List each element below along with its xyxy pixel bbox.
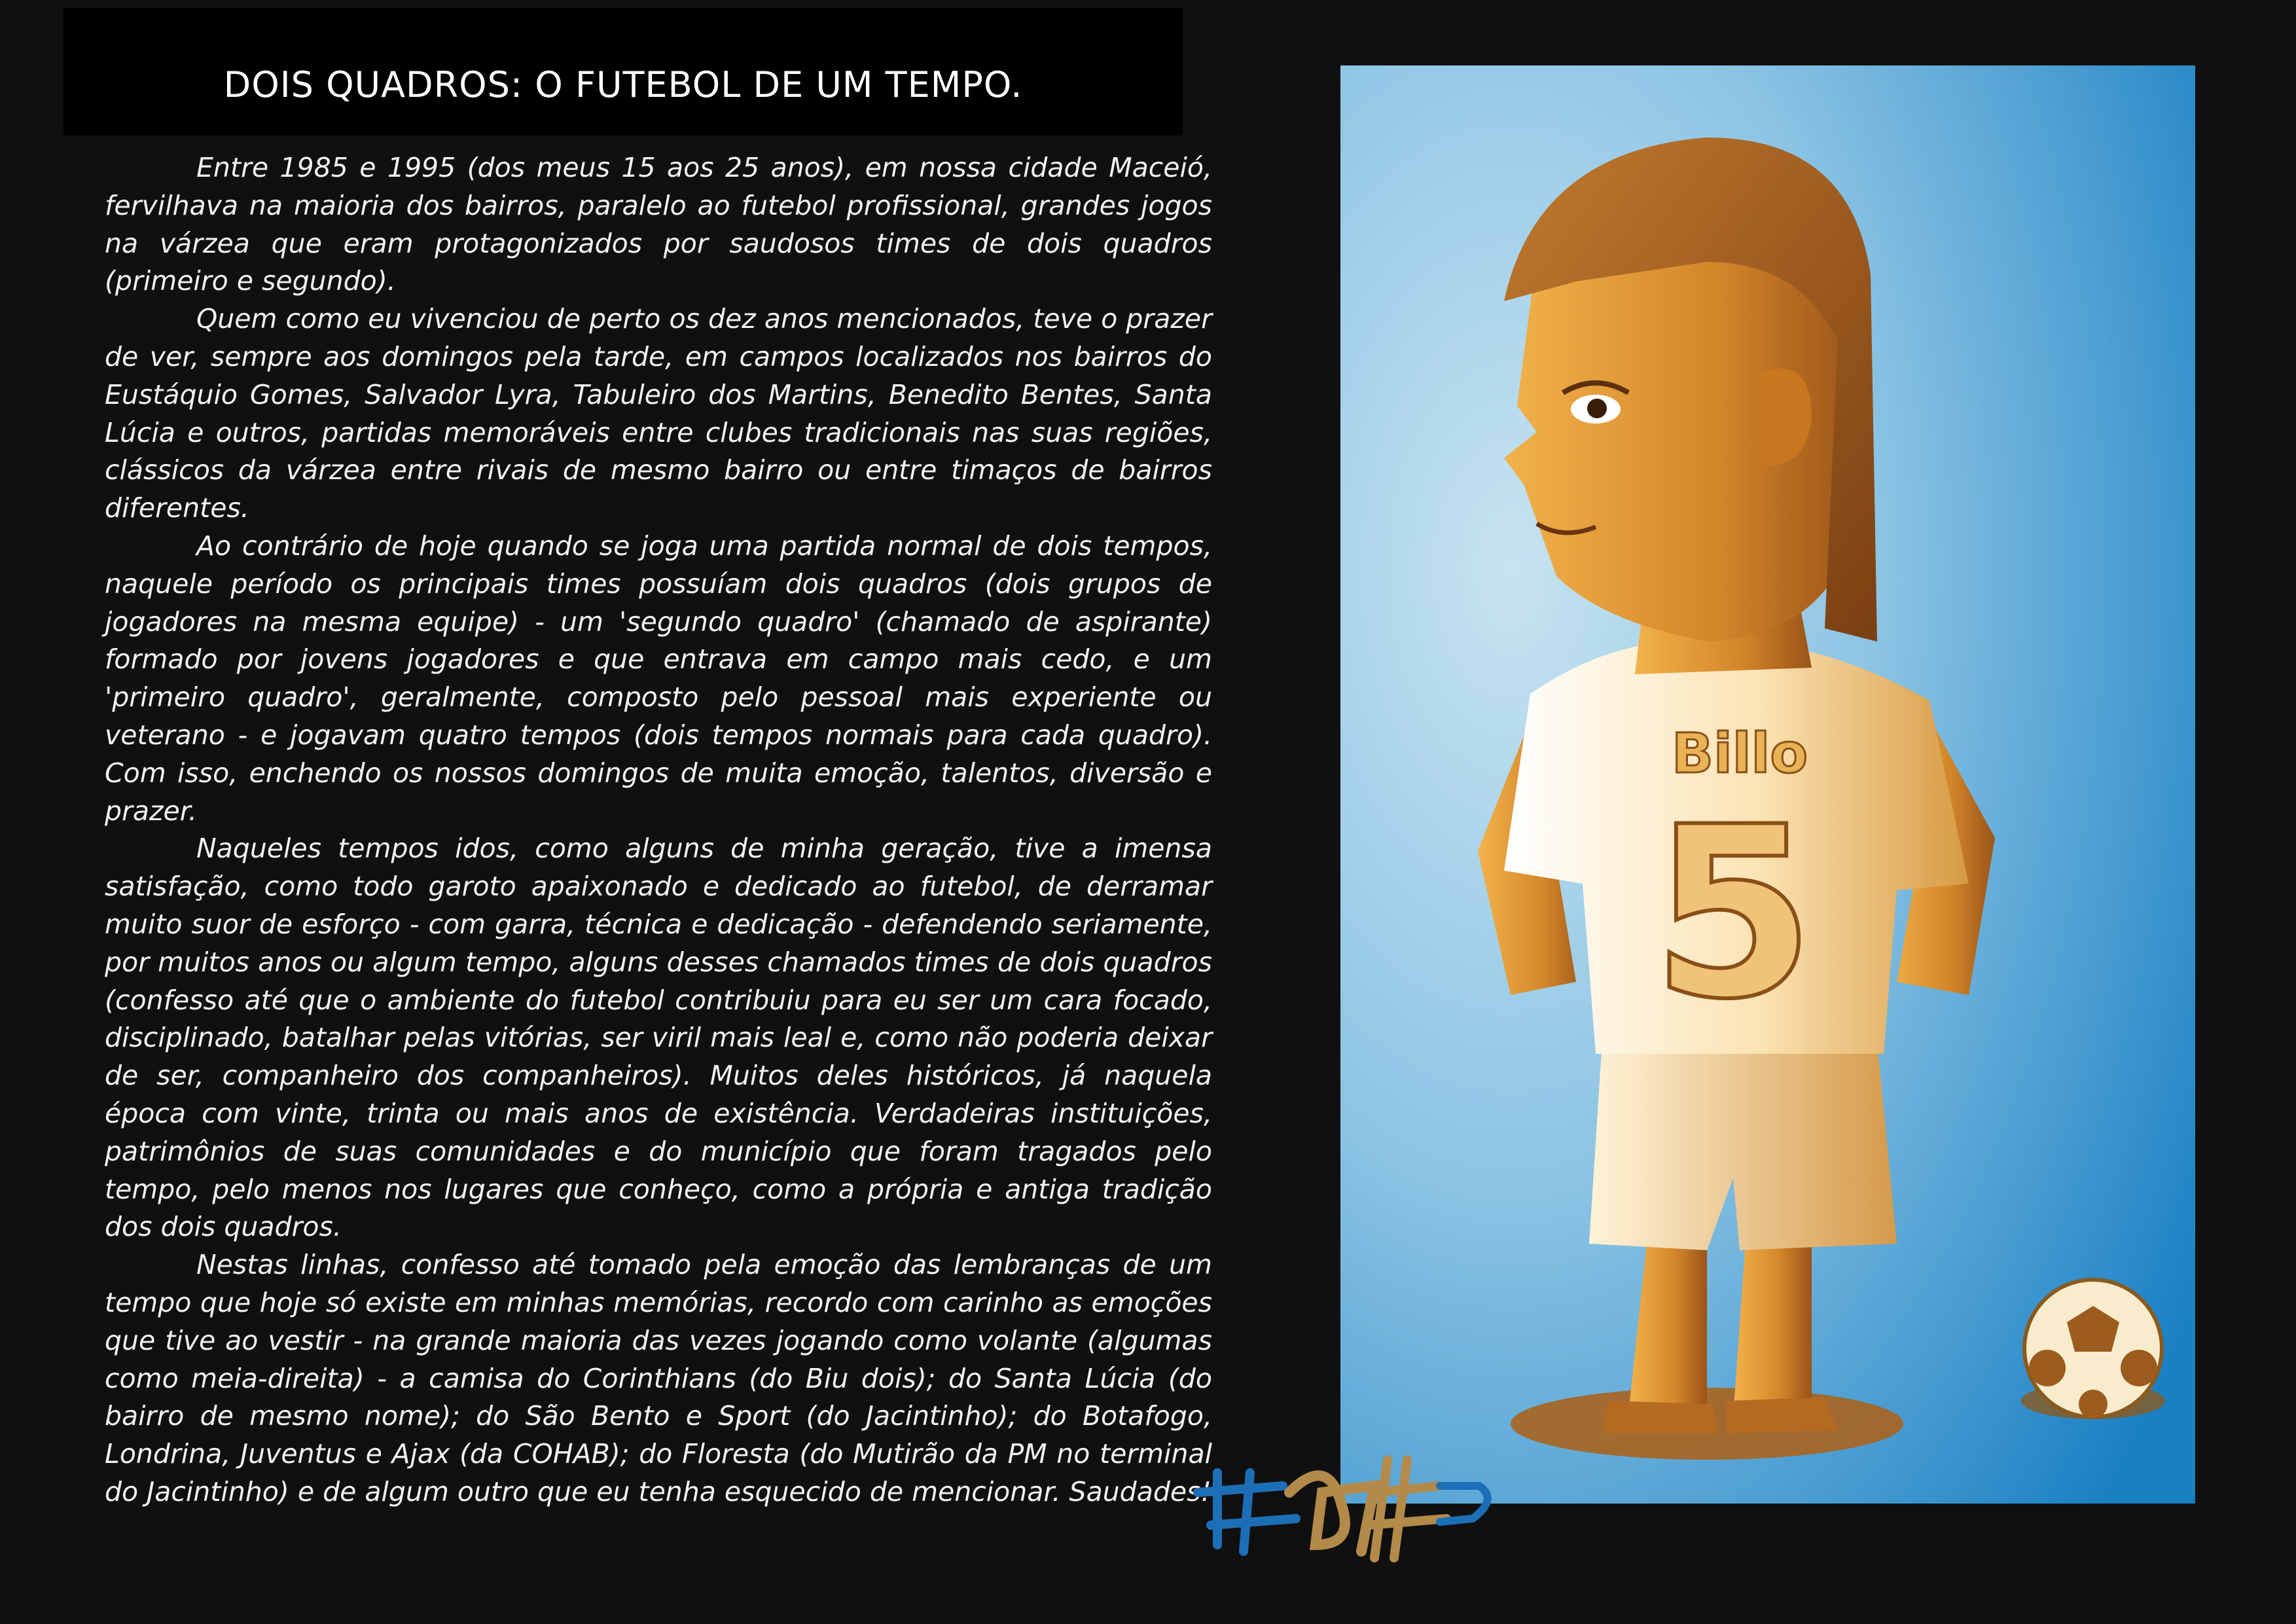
shirt-name: Billo bbox=[1671, 721, 1808, 785]
paragraph-3: Ao contrário de hoje quando se joga uma partida normal de dois tempos, naquele período os principais times possuíam dois quadros (dois grupos de jogadores na mesma equipe) - um 'segundo quadro' (chamado de aspirante) formado por jovens jogadores e que entrava em campo mais cedo, e um 'primeiro quadro', geralmente, composto pelo pessoal mais experiente ou veterano - e jogavam quatro tempos (dois tempos normais para cada quadro). Com isso, enchendo os nossos domingos de muita emoção, talentos, diversão e prazer. bbox=[105, 530, 1212, 827]
title-bar bbox=[63, 8, 1183, 135]
article-body bbox=[105, 149, 1212, 1511]
left-shoe bbox=[1602, 1401, 1717, 1434]
right-shoe bbox=[1727, 1398, 1838, 1434]
player-illustration-svg bbox=[1340, 65, 2195, 1504]
shirt-number: 5 bbox=[1651, 776, 1816, 1051]
paragraph-5: Nestas linhas, confesso até tomado pela emoção das lembranças de um tempo que hoje só existe em minhas memórias, recordo com carinho as emoções que tive ao vestir - na grande maioria das vezes jogando como volante (algumas como meia-direita) - a camisa do Corinthians (do Biu dois); do Santa Lúcia (do bairro de mesmo nome); do São Bento e Sport (do Jacintinho); do Botafogo, Londrina, Juventus e Ajax (da COHAB); do Floresta (do Mutirão da PM no terminal do Jacintinho) e de algum outro que eu tenha esquecido de mencionar. Saudades! bbox=[105, 1249, 1212, 1507]
right-leg bbox=[1733, 1231, 1812, 1417]
football-patch-bottom bbox=[2079, 1390, 2108, 1418]
football-patch-left bbox=[2029, 1350, 2066, 1386]
player-pupil bbox=[1587, 399, 1607, 418]
paragraph-1: Entre 1985 e 1995 (dos meus 15 aos 25 anos), em nossa cidade Maceió, fervilhava na maioria dos bairros, paralelo ao futebol profissional, grandes jogos na várzea que eram protagonizados por saudosos times de dois quadros (primeiro e segundo). bbox=[105, 152, 1212, 297]
player-illustration bbox=[1340, 65, 2195, 1504]
artist-signature-svg bbox=[1191, 1414, 1499, 1597]
article-title: DOIS QUADROS: O FUTEBOL DE UM TEMPO. bbox=[223, 64, 1023, 105]
paragraph-2: Quem como eu vivenciou de perto os dez anos mencionados, teve o prazer de ver, sempre aos domingos pela tarde, em campos localizados nos bairros do Eustáquio Gomes, Salvador Lyra, Tabuleiro dos Martins, Benedito Bentes, Santa Lúcia e outros, partidas memoráveis entre clubes tradicionais nas suas regiões, clássicos da várzea entre rivais de mesmo bairro ou entre timaços de bairros diferentes. bbox=[105, 303, 1212, 524]
football-patch-right bbox=[2121, 1350, 2157, 1386]
paragraph-4: Naqueles tempos idos, como alguns de minha geração, tive a imensa satisfação, como todo garoto apaixonado e dedicado ao futebol, de derramar muito suor de esforço - com garra, técnica e dedicação - defendendo seriamente, por muitos anos ou algum tempo, alguns desses chamados times de dois quadros (confesso até que o ambiente do futebol contribuiu para eu ser um cara focado, disciplinado, batalhar pelas vitórias, ser viril mais leal e, como não poderia deixar de ser, companheiro dos companheiros). Muitos deles históricos, já naquela época com vinte, trinta ou mais anos de existência. Verdadeiras instituições, patrimônios de suas comunidades e do município que foram tragados pelo tempo, pelo menos nos lugares que conheço, como a própria e antiga tradição dos dois quadros. bbox=[105, 833, 1212, 1243]
artist-signature bbox=[1191, 1414, 1499, 1597]
player-shorts bbox=[1589, 1041, 1897, 1250]
